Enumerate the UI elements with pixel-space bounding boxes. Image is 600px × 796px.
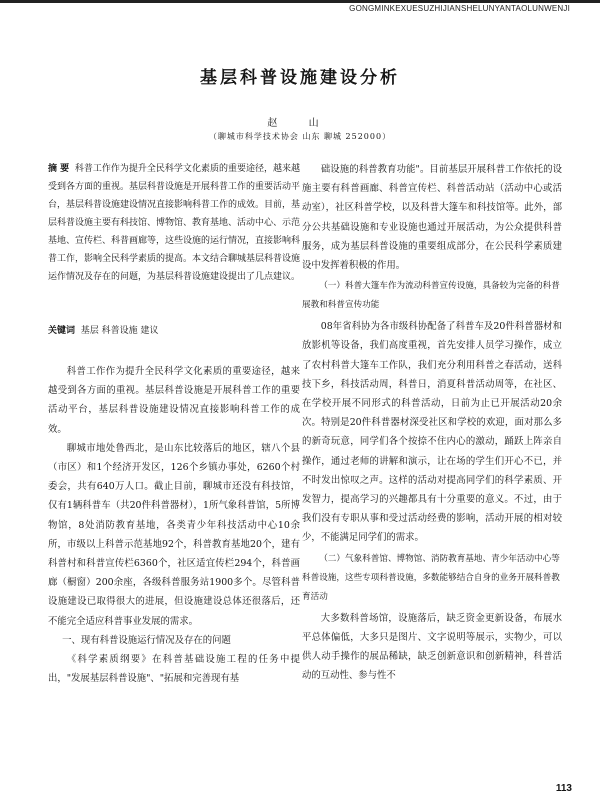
keywords-text: 基层 科普设施 建议: [80, 326, 159, 336]
body-paragraph: 08年省科协为各市级科协配备了科普车及20件科普器材和放影机等设备，我们高度重视，首先安排人员学习操作，成立了农村科普大篷车工作队，我们充分利用科普之春活动，送科技下乡，科技活动周，科普日，消夏科普活动周等，在社区、在学校开展不同形式的科普活动，日前为止已开展活动20余次。特别是20件科普器材深受社区和学校的欢迎，面对那么多的新奇玩意，同学们各个按捺不住内心的激动，踊跃上阵亲自操作，通过老师的讲解和演示，让在场的学生们开心不已，并不时发出惊叹之声。这样的活动对提高同学们的科学素质、开发智力，提高学习的兴趣都具有十分重要的意义。不过，由于我们没有专职从事和受过活动经费的影响，活动开展的相对较少，不能满足同学们的需求。: [302, 321, 562, 544]
keywords-label: 关键词: [48, 326, 76, 336]
abstract: [48, 160, 300, 286]
body-paragraph: 科普工作作为提升全民科学文化素质的重要途径，越来越受到各方面的重视。基层科普设施是开展科普工作的重要活动平台，基层科普设施建设情况直接影响科普工作的成效。: [48, 366, 300, 435]
affiliation: （聊城市科学技术协会 山东 聊城 252000）: [208, 132, 392, 141]
keywords: [48, 322, 300, 340]
section-heading: 一、现有科普设施运行情况及存在的问题: [62, 634, 231, 646]
abstract-label: 摘 要: [48, 164, 70, 174]
body-paragraph: 《科学素质纲要》在科普基础设施工程的任务中提出，"发展基层科普设施"、"拓展和完善现有基: [48, 654, 300, 685]
article-title: 基层科普设施建设分析: [200, 68, 400, 88]
body-paragraph: 大多数科普场馆，设施落后，缺乏资金更新设备，布展水平总体偏低，大多只是图片、文字说明等展示，实物少，可以供人动手操作的展品稀缺，缺乏创新意识和创新精神，科普活动的互动性、参与性不: [302, 612, 562, 682]
left-column: [48, 160, 300, 688]
abstract-text: 科普工作作为提升全民科学文化素质的重要途径，越来越受到各方面的重视。基层科普设施是开展科普工作的重要活动平台，基层科普设施建设情况直接影响科普工作的成效。目前，基层科普设施主要有科技馆、博物馆、教育基地、活动中心、示范基地、宣传栏、科普画廊等，这些设施的运行情况，直接影响科普工作，影响全民科学素质的提高。本文结合聊城基层科普设施运作情况及存在的问题，为基层科普设施建设提出了几点建议。: [48, 164, 301, 282]
body-paragraph: 础设施的科普教育功能"。目前基层开展科普工作依托的设施主要有科普画廊、科普宣传栏、科普活动站（活动中心或活动室），社区科普学校，以及科普大篷车和科技馆等。此外，部分公共基础设施和专业设施也通过开展活动，为公众提供科普服务，成为基层科普设施的重要组成部分，在公民科学素质建设中发挥着积极的作用。: [302, 164, 562, 272]
running-head: GONGMINKEXUESUZHIJIANSHELUNYANTAOLUNWENJI: [349, 4, 570, 13]
body-paragraph: 聊城市地处鲁西北，是山东比较落后的地区，辖八个县（市区）和1个经济开发区，126个乡镇办事处，6260个村委会，共有640万人口。截止目前，聊城市还没有科技馆，仅有1辆科普车（共20件科普器材），1所气象科普馆，5所博物馆，8处消防教育基地，各类青少年科技活动中心10余所，市级以上科普示范基地92个，科普教育基地20个，建有科普村和科普宣传栏6360个，社区适宜传栏294个，科普画廊（橱窗）200余座，各级科普服务站1900多个。尽管科普设施建设已取得很大的进展，但设施建设总体还很落后，还不能完全适应科普事业发展的需求。: [48, 442, 300, 627]
right-column: [302, 160, 562, 685]
subsection-heading: （二）气象科普馆、博物馆、消防教育基地、青少年活动中心等科普设施，这些专项科普设施，多数能够结合自身的业务开展科普教育活动: [302, 553, 560, 602]
subsection-heading: （一）科普大篷车作为流动科普宣传设施，具备较为完备的科普展教和科普宣传功能: [302, 281, 560, 311]
author: 赵 山: [267, 118, 333, 129]
page-number: 113: [555, 783, 572, 794]
top-rule: [0, 0, 600, 3]
